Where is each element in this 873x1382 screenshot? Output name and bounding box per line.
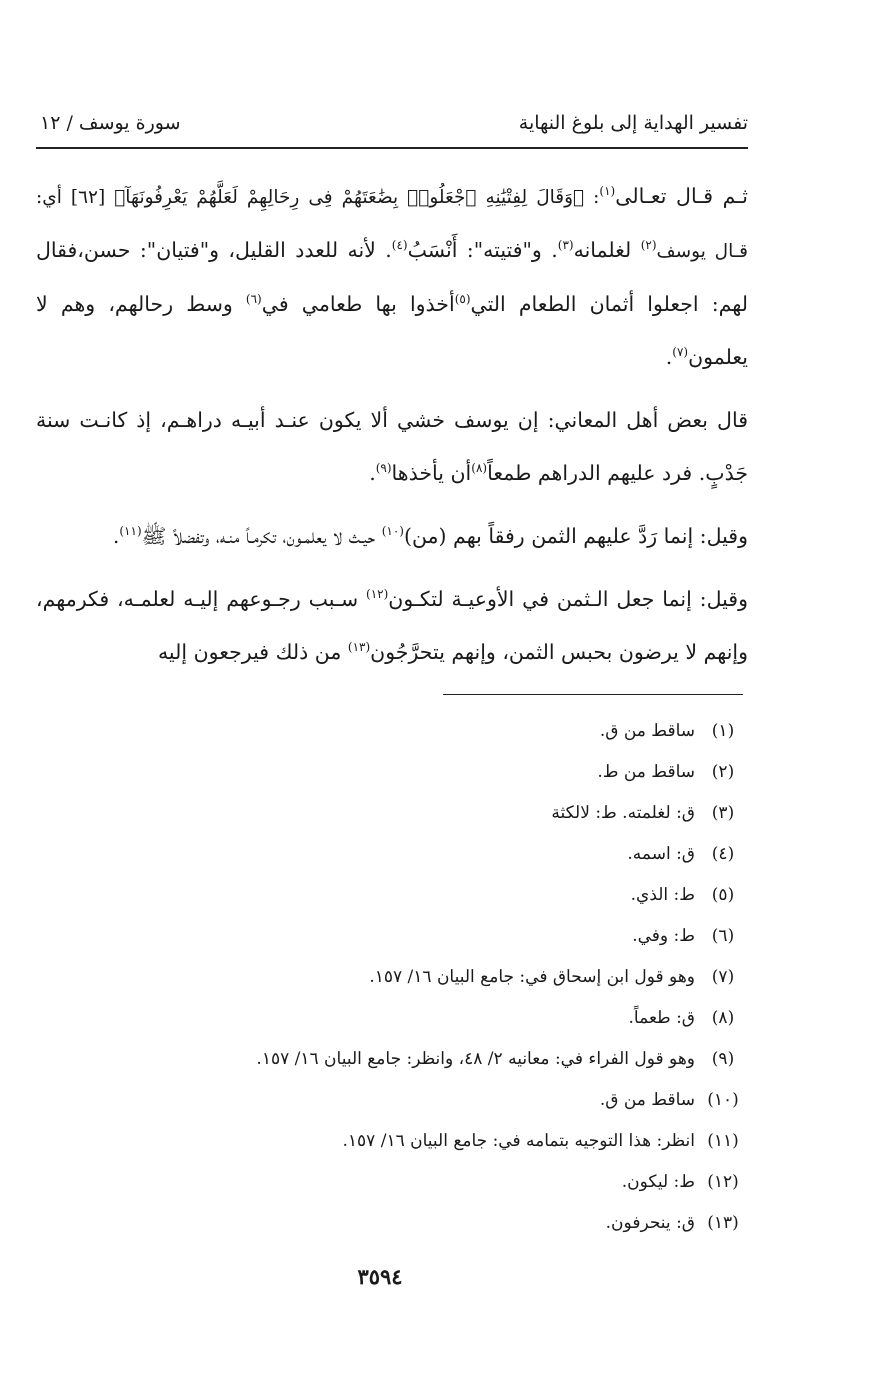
footnote-number: (٦) [711, 926, 735, 946]
main-text [36, 170, 748, 689]
footnote-ref[interactable]: (١٢) [366, 587, 389, 602]
footnote-item [103, 757, 743, 798]
footnote-number: (٢) [711, 762, 735, 782]
footnote-number: (٧) [711, 967, 735, 987]
footnote-item [103, 1208, 743, 1249]
footnote-item [103, 1167, 743, 1208]
book-title: تفسير الهداية إلى بلوغ النهاية [518, 112, 748, 134]
footnote-item [103, 962, 743, 1003]
footnote-item [103, 798, 743, 839]
footnote-item [103, 839, 743, 880]
footnote-item [103, 880, 743, 921]
footnote-ref[interactable]: (٢) [640, 238, 657, 253]
footnote-item [103, 716, 743, 757]
footnote-text: وهو قول الفراء في: معانيه ٢/ ٤٨، وانظر: جامع البيان ١٦/ ١٥٧. [256, 1049, 695, 1069]
footnote-text: ق: ينحرفون. [605, 1213, 695, 1233]
footnote-number: (١٣) [707, 1213, 739, 1233]
paragraph-4 [36, 573, 748, 679]
text-run: . [369, 461, 376, 485]
text-run: وقيل: إنما جعل الـثمن في الأوعيـة لتكـون [388, 587, 748, 611]
footnote-text: ط: وفي. [632, 926, 695, 946]
footnote-number: (٨) [711, 1008, 735, 1028]
footnote-text: ساقط من ق. [599, 721, 695, 741]
text-run: . [665, 345, 673, 369]
header-rule [36, 147, 748, 149]
text-run: حيـث لا يعلمـون، تكرمـاً منـه، وتفضلاً ﷺ [141, 524, 382, 548]
footnote-text: ساقط من ط. [597, 762, 695, 782]
footnote-text: ط: الذي. [630, 885, 695, 905]
footnote-ref[interactable]: (٩) [375, 461, 392, 476]
text-run: . لأنه للعدد القليل، و"فتيان": حسن،فقال لهم: اجعلوا أثمان الطعام التي [36, 238, 748, 316]
text-run: لغلمانه [573, 238, 641, 262]
footnote-number: (٩) [711, 1049, 735, 1069]
page-number: ٣٥٩٤ [357, 1264, 403, 1289]
text-run: وسط رحالهم، وهم لا يعلمون [36, 292, 748, 369]
footnote-item [103, 1085, 743, 1126]
running-header [36, 112, 748, 142]
footnote-ref[interactable]: (٣) [557, 238, 574, 253]
paragraph-3 [36, 510, 748, 563]
footnote-number: (٣) [711, 803, 735, 823]
text-run: سـبب رجـوعهم إليـه لعلمـه، فكرمهم، وإنهم لا يرضون بحبس الثمن، وإنهم يتحرَّجُون [36, 587, 748, 664]
footnote-text: ساقط من ق. [599, 1090, 695, 1110]
text-run: ثـم قـال تعـالى [615, 184, 749, 208]
paragraph-1 [36, 170, 748, 384]
footnote-item [103, 1044, 743, 1085]
paragraph-2 [36, 394, 748, 500]
footnote-ref[interactable]: (١٠) [381, 524, 404, 539]
footnote-ref[interactable]: (٧) [672, 345, 689, 360]
footnote-item [103, 921, 743, 962]
footnote-ref[interactable]: (٥) [454, 292, 471, 307]
footnote-number: (١٠) [707, 1090, 739, 1110]
footnote-text: ق: اسمه. [627, 844, 695, 864]
footnote-number: (٥) [711, 885, 735, 905]
text-run: وقيل: إنما رَدَّ عليهم الثمن رفقاً بهم (من) [403, 524, 748, 548]
footnote-ref[interactable]: (٤) [391, 238, 408, 253]
footnote-item [103, 1126, 743, 1167]
footnote-number: (١١) [707, 1131, 739, 1151]
footnote-ref[interactable]: (١١) [119, 524, 142, 539]
footnote-text: ق: لغلمته. ط: لالكثة [551, 803, 695, 823]
text-run: . و"فتيته": أَنْسَبُ [407, 238, 558, 262]
footnote-number: (٤) [711, 844, 735, 864]
footnote-number: (١٢) [707, 1172, 739, 1192]
footnote-text: ط: ليكون. [621, 1172, 695, 1192]
surah-label: سورة يوسف / ١٢ [40, 112, 181, 134]
footnote-text: وهو قول ابن إسحاق في: جامع البيان ١٦/ ١٥٧. [369, 967, 695, 987]
footnote-item [103, 1003, 743, 1044]
footnote-ref[interactable]: (٦) [245, 292, 262, 307]
text-run: أخذوا بها طعامي في [261, 292, 455, 316]
footnote-ref[interactable]: (١) [599, 184, 616, 199]
footnote-number: (١) [711, 721, 735, 741]
footnote-separator [443, 694, 743, 695]
footnote-ref[interactable]: (١٣) [347, 640, 371, 655]
footnote-text: ق: طعماً. [628, 1008, 695, 1028]
text-run: أن يأخذها [391, 461, 472, 485]
footnote-ref[interactable]: (٨) [471, 461, 488, 476]
quran-verse: : ﴿وَقَالَ لِفِتْيَٰنِهِ ٱجْعَلُوا۟ بِضَٰعَتَهُمْ فِى رِحَالِهِمْ لَعَلَّهُمْ يَعْرِفُونَهَآ﴾ [٦٢] أي: قـال يوسف [36, 187, 748, 262]
footnotes [103, 716, 743, 1249]
footnote-text: انظر: هذا التوجيه بتمامه في: جامع البيان ١٦/ ١٥٧. [342, 1131, 695, 1151]
text-run: من ذلك فيرجعون إليه [157, 640, 348, 664]
text-run: قال بعض أهل المعاني: إن يوسف خشي ألا يكون عنـد أبيـه دراهـم، إذ كانـت سنة جَدْبٍ. فرد عليهم الدراهم طمعاً [36, 408, 748, 485]
text-run: . [112, 524, 120, 548]
